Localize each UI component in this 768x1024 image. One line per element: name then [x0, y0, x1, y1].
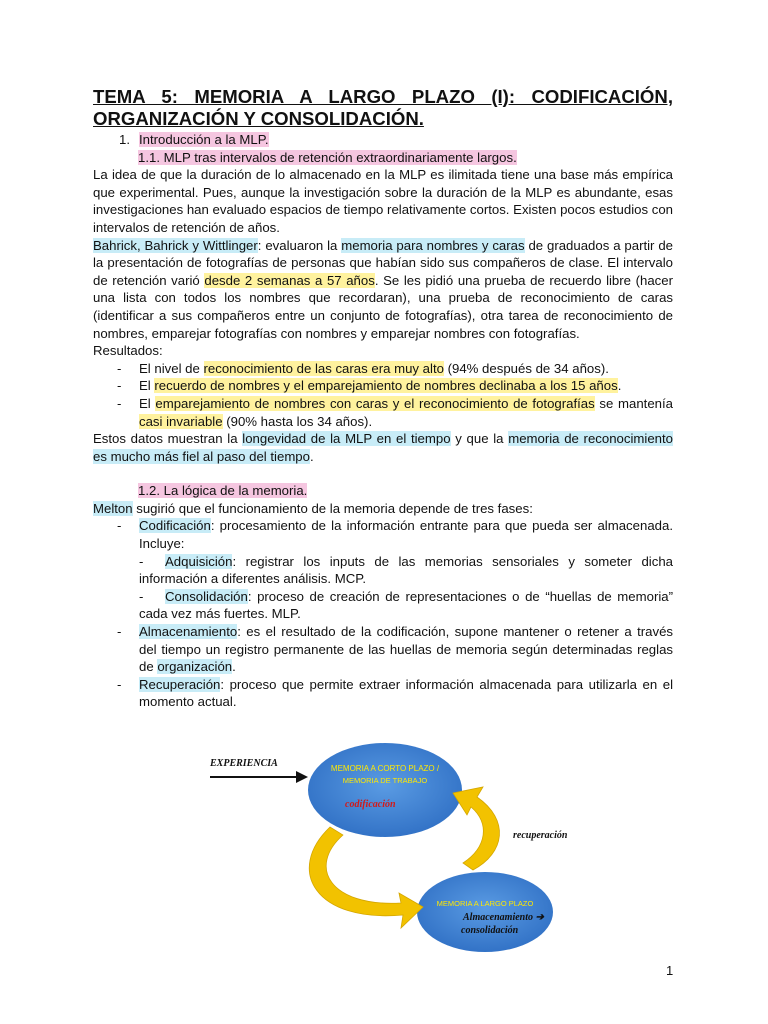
highlight-span: recuerdo de nombres y el emparejamiento de nombres declinaba a los 15 años: [154, 378, 618, 394]
melton-highlight: Melton: [93, 500, 133, 516]
text-span: : registrar los inputs de las memorias sensoriales y someter dicha información a diferentes análisis. MCP.: [139, 553, 673, 587]
phases-list: [93, 517, 673, 552]
recuperacion-arrow: [453, 787, 499, 870]
mlp-title: MEMORIA A LARGO PLAZO: [436, 899, 534, 908]
text-span: (94% después de 34 años).: [443, 360, 609, 376]
experiencia-arrow: [210, 771, 308, 783]
dash-bullet: -: [117, 518, 122, 534]
section-1-2-label: 1.2. La lógica de la memoria.: [138, 483, 308, 499]
phases-list-continued: [93, 623, 673, 711]
dash-bullet: -: [117, 378, 122, 394]
results-label: Resultados:: [93, 343, 163, 359]
text-span: El: [139, 378, 155, 394]
paragraph-bahrick: [93, 237, 673, 343]
codificacion-arrow: [309, 827, 423, 928]
list-item: [93, 676, 673, 711]
text-span: : proceso que permite extraer información almacenada para utilizarla en el momento actual.: [139, 676, 673, 710]
highlight-span: memoria de reconocimiento es mucho más fiel al paso del tiempo: [93, 431, 673, 464]
highlight-memoria-nombres: memoria para nombres y caras: [341, 237, 525, 253]
section-1-heading: [93, 131, 673, 149]
dash-bullet: -: [117, 395, 122, 411]
document-title: [93, 86, 673, 130]
text-span: El: [139, 395, 156, 411]
text-span: : procesamiento de la información entrante para que pueda ser almacenada. Incluye:: [139, 518, 673, 552]
dash-bullet: -: [117, 624, 122, 640]
dash-bullet: -: [139, 588, 144, 604]
section-1-2-heading: [93, 482, 673, 500]
section-1-1-label: 1.1. MLP tras intervalos de retención extraordinariamente largos.: [138, 149, 517, 165]
mlp-line2: consolidación: [461, 925, 519, 936]
list-item: [93, 623, 673, 676]
dash-bullet: -: [117, 360, 122, 376]
document-page: [93, 86, 673, 711]
list-item: [93, 360, 673, 378]
text-span: .: [617, 378, 622, 394]
memory-diagram: [205, 735, 585, 955]
page-number: 1: [666, 963, 674, 978]
list-item: [93, 517, 673, 552]
mcp-label-line1: MEMORIA A CORTO PLAZO /: [330, 764, 440, 773]
text-span: .: [309, 448, 314, 464]
highlight-span: emparejamiento de nombres con caras y el reconocimiento de fotografías: [155, 395, 595, 411]
title-line-2: ORGANIZACIÓN Y CONSOLIDACIÓN.: [93, 108, 424, 129]
mcp-ellipse: [308, 743, 462, 837]
dash-bullet: -: [117, 676, 122, 692]
experiencia-label: EXPERIENCIA: [210, 758, 278, 769]
text-span: sugirió que el funcionamiento de la memoria depende de tres fases:: [132, 500, 533, 516]
paragraph-conclusion: [93, 430, 673, 465]
highlight-span: Consolidación: [165, 588, 248, 604]
section-1-number: 1.: [119, 132, 130, 147]
highlight-span: Almacenamiento: [139, 624, 238, 640]
text-span: . Se les pidió una prueba de recuerdo libre (hacer una lista con todos los nombres que recordaran), una prueba de reconocimiento de caras (identificar a sus compañeros entre un conjunto de fotografías), otra tarea de reconocimiento de nombres, emparejar fotografías con nombres y emparejar nombres con fotografías.: [93, 272, 673, 341]
text-span: de graduados a partir de la presentación de fotografías de personas que habían sido sus compañeros de clase. El intervalo de retención varió: [93, 237, 673, 288]
list-item: [93, 377, 673, 395]
paragraph-melton: [93, 500, 673, 518]
text-span: (90% hasta los 34 años).: [222, 413, 373, 429]
paragraph-intro: La idea de que la duración de lo almacenado en la MLP es ilimitada tiene una base más empírica que experimental. Pues, aunque la investigación sobre la duración de la MLP es abundante, esas investigaciones han evaluado espacios de tiempo relativamente cortos. Existen pocos estudios con intervalos de retención de años.: [93, 167, 673, 235]
highlight-span: Adquisición: [165, 553, 233, 569]
highlight-span: organización: [157, 659, 233, 675]
text-span: Estos datos muestran la: [93, 431, 243, 447]
highlight-span: Codificación: [139, 518, 211, 534]
highlight-span: reconocimiento de las caras era muy alto: [203, 360, 444, 376]
list-item: [93, 395, 673, 430]
highlight-span: casi invariable: [139, 413, 223, 429]
results-list: [93, 360, 673, 430]
sub-item-consolidacion: [93, 588, 673, 623]
dash-bullet: -: [139, 553, 144, 569]
recuperacion-label: recuperación: [513, 830, 568, 841]
text-span: .: [232, 659, 236, 675]
text-span: El nivel de: [139, 360, 204, 376]
text-span: y que la: [450, 431, 509, 447]
section-1-label: Introducción a la MLP.: [139, 132, 269, 147]
section-1-1-heading: [93, 149, 673, 167]
authors-highlight: Bahrick, Bahrick y Wittlinger: [93, 237, 258, 253]
title-line-1: TEMA 5: MEMORIA A LARGO PLAZO (I): CODIFICACIÓN,: [93, 86, 673, 107]
mlp-line1: Almacenamiento ➔: [463, 912, 544, 923]
text-span: : es el resultado de la codificación, supone mantener o retener a través del tiempo un registro permanente de las huellas de memoria según determinadas reglas de: [139, 624, 673, 675]
highlight-span: longevidad de la MLP en el tiempo: [242, 431, 451, 447]
codificacion-label: codificación: [345, 799, 396, 810]
highlight-intervalo: desde 2 semanas a 57 años: [204, 272, 375, 288]
text-span: : proceso de creación de representaciones o de “huellas de memoria” cada vez más fuertes. MLP.: [139, 588, 673, 622]
text-span: se mantenía: [594, 395, 674, 411]
mcp-label-line2: MEMORIA DE TRABAJO: [342, 776, 428, 785]
highlight-span: Recuperación: [139, 676, 221, 692]
text-span: : evaluaron la: [257, 237, 342, 253]
sub-item-adquisicion: [93, 553, 673, 588]
